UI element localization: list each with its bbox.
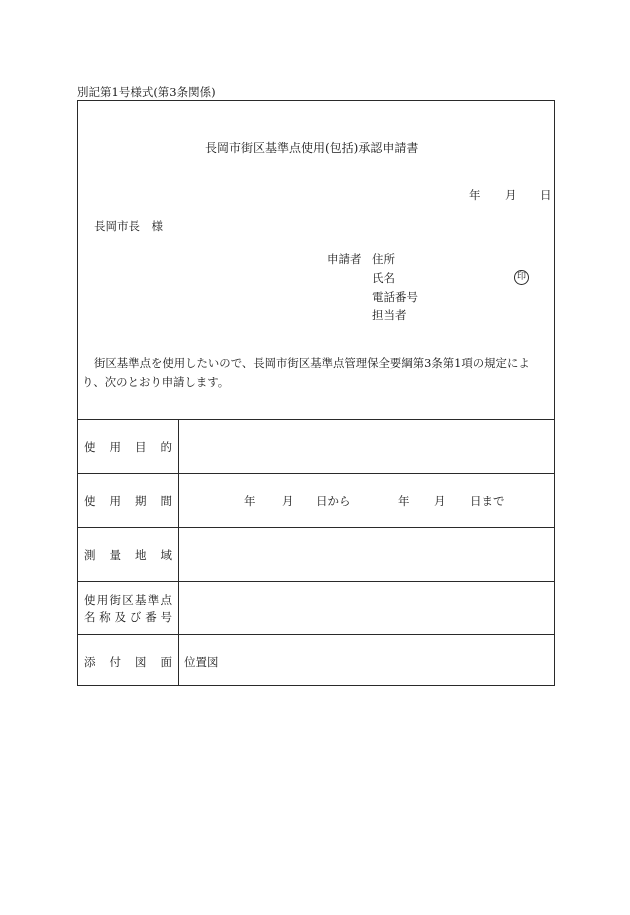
point-name-label-line-2: 名 称 及 び 番 号 — [84, 610, 172, 624]
applicant-address-label: 住所 — [372, 252, 395, 266]
applicant-name-label: 氏名 — [372, 271, 395, 285]
period-from-year: 年 — [244, 494, 256, 508]
period-from-month: 月 — [282, 494, 294, 508]
table-top-border — [78, 419, 554, 420]
table-row-divider — [78, 634, 554, 635]
applicant-contact-label: 担当者 — [372, 308, 407, 322]
period-from-day: 日から — [316, 494, 351, 508]
attachments-value: 位置図 — [184, 655, 219, 669]
period-label: 使 用 期 間 — [84, 494, 172, 508]
addressee: 長岡市長 様 — [94, 219, 163, 233]
application-form — [77, 100, 555, 686]
attachments-label: 添 付 図 面 — [84, 655, 172, 669]
table-row-divider — [78, 473, 554, 474]
table-row-divider — [78, 527, 554, 528]
date-year-label: 年 — [469, 188, 481, 202]
point-name-label-line-1: 使 用 街 区 基 準 点 — [84, 593, 172, 607]
period-to-month: 月 — [434, 494, 446, 508]
form-title: 長岡市街区基準点使用(包括)承認申請書 — [205, 141, 419, 155]
applicant-label: 申請者 — [327, 252, 362, 266]
survey-area-label: 測 量 地 域 — [84, 548, 172, 562]
date-day-label: 日 — [540, 188, 552, 202]
purpose-label: 使 用 目 的 — [84, 440, 172, 454]
form-caption: 別記第1号様式(第3条関係) — [77, 85, 216, 99]
period-to-day: 日まで — [470, 494, 505, 508]
body-text-line-1: 街区基準点を使用したいので、長岡市街区基準点管理保全要綱第3条第1項の規定によ — [94, 356, 530, 370]
table-row-divider — [78, 581, 554, 582]
body-text-line-2: り、次のとおり申請します。 — [82, 375, 230, 389]
applicant-phone-label: 電話番号 — [372, 290, 418, 304]
table-column-divider — [178, 419, 179, 686]
period-to-year: 年 — [398, 494, 410, 508]
date-month-label: 月 — [505, 188, 517, 202]
seal-mark: 印 — [514, 270, 529, 285]
